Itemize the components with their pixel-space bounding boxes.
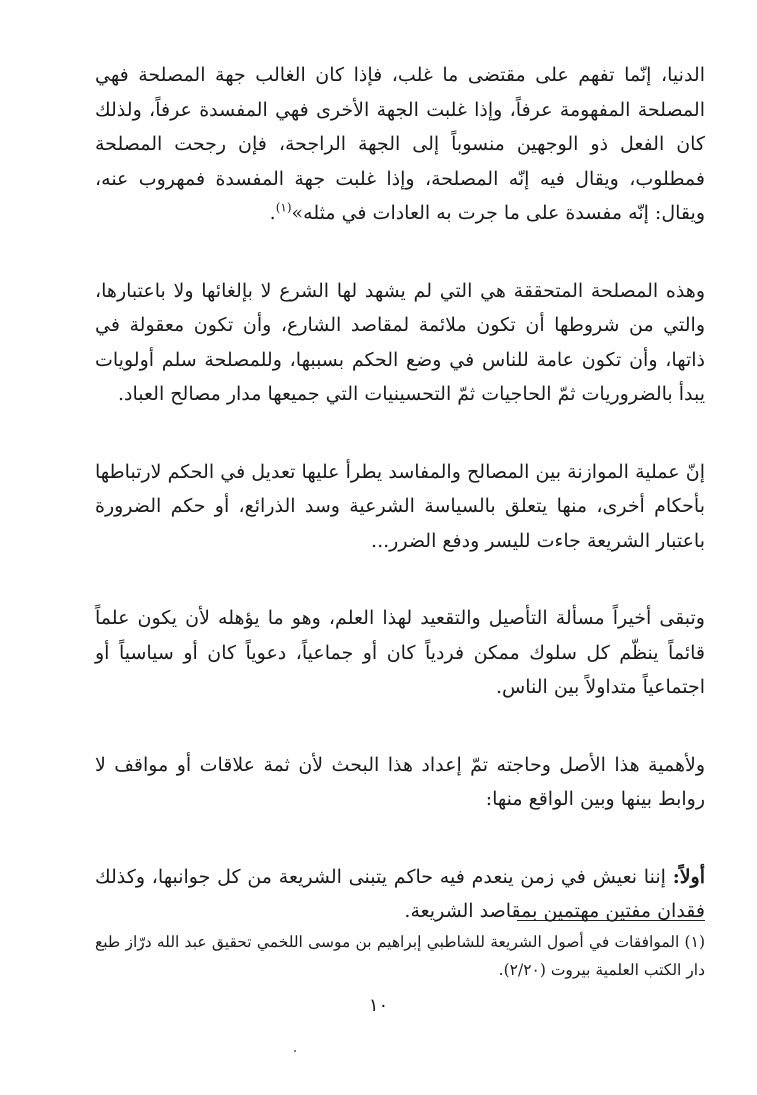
- paragraph-1-text: الدنيا، إنّما تفهم على مقتضى ما غلب، فإذا كان الغالب جهة المصلحة فهي المصلحة المفهومة عرفاً، وإذا غلبت الجهة الأخرى فهي المفسدة عرفاً، ولذلك كان الفعل ذو الوجهين منسوباً إلى الجهة الراجحة، فإن رجحت المصلحة فمطلوب، ويقال فيه إنّه المصلحة، وإذا غلبت جهة المفسدة فمهروب عنه، ويقال: إنّه مفسدة على ما جرت به العادات في مثله»: [95, 64, 705, 224]
- paragraph-6-lead: أولاً:: [672, 865, 705, 888]
- paragraph-4: [95, 601, 705, 705]
- footnote-reference: (١): [275, 200, 292, 215]
- paragraph-1-tail: .: [269, 202, 276, 224]
- paragraph-4-text: وتبقى أخيراً مسألة التأصيل والتقعيد لهذا العلم، وهو ما يؤهله لأن يكون علماً قائماً ينظّم كل سلوك ممكن فردياً كان أو جماعياً، دعوياً كان أو سياسياً أو اجتماعياً متداولاً بين الناس.: [95, 607, 705, 698]
- page-number: ١٠: [368, 995, 389, 1016]
- paragraph-3-text: إنّ عملية الموازنة بين المصالح والمفاسد يطرأ عليها تعديل في الحكم لارتباطها بأحكام أخرى، منها يتعلق بالسياسة الشرعية وسد الذرائع، أو حكم الضرورة باعتبار الشريعة جاءت لليسر ودفع الضرر...: [95, 460, 705, 552]
- paragraph-6: [95, 860, 705, 929]
- paragraph-1: [95, 58, 705, 231]
- paragraph-2: [95, 274, 705, 412]
- paragraph-5-text: ولأهمية هذا الأصل وحاجته تمّ إعداد هذا البحث لأن ثمة علاقات أو مواقف لا روابط بينها وبين الواقع منها:: [95, 753, 705, 810]
- paragraph-5: [95, 748, 705, 817]
- paragraph-6-text: إننا نعيش في زمن ينعدم فيه حاكم يتبنى الشريعة من كل جوانبها، وكذلك فقدان مفتين مهتمين بمقاصد الشريعة.: [95, 865, 705, 922]
- page-body: [95, 58, 705, 929]
- footnote: (١) الموافقات في أصول الشريعة للشاطبي إبراهيم بن موسى اللخمي تحقيق عبد الله درّاز طبع دار الكتب العلمية بيروت (٢/٢٠).: [95, 933, 705, 979]
- paragraph-2-text: وهذه المصلحة المتحققة هي التي لم يشهد لها الشرع لا بإلغائها ولا باعتبارها، والتي من شروطها أن تكون ملائمة لمقاصد الشارع، وأن تكون معقولة في ذاتها، وأن تكون عامة للناس في وضع الحكم بسببها، وللمصلحة سلم أولويات يبدأ بالضروريات ثمّ الحاجيات ثمّ التحسينيات التي جميعها مدار مصالح العباد.: [95, 279, 705, 405]
- paragraph-3: [95, 455, 705, 559]
- footnote-divider: [517, 920, 705, 921]
- scan-speck: [294, 1050, 296, 1052]
